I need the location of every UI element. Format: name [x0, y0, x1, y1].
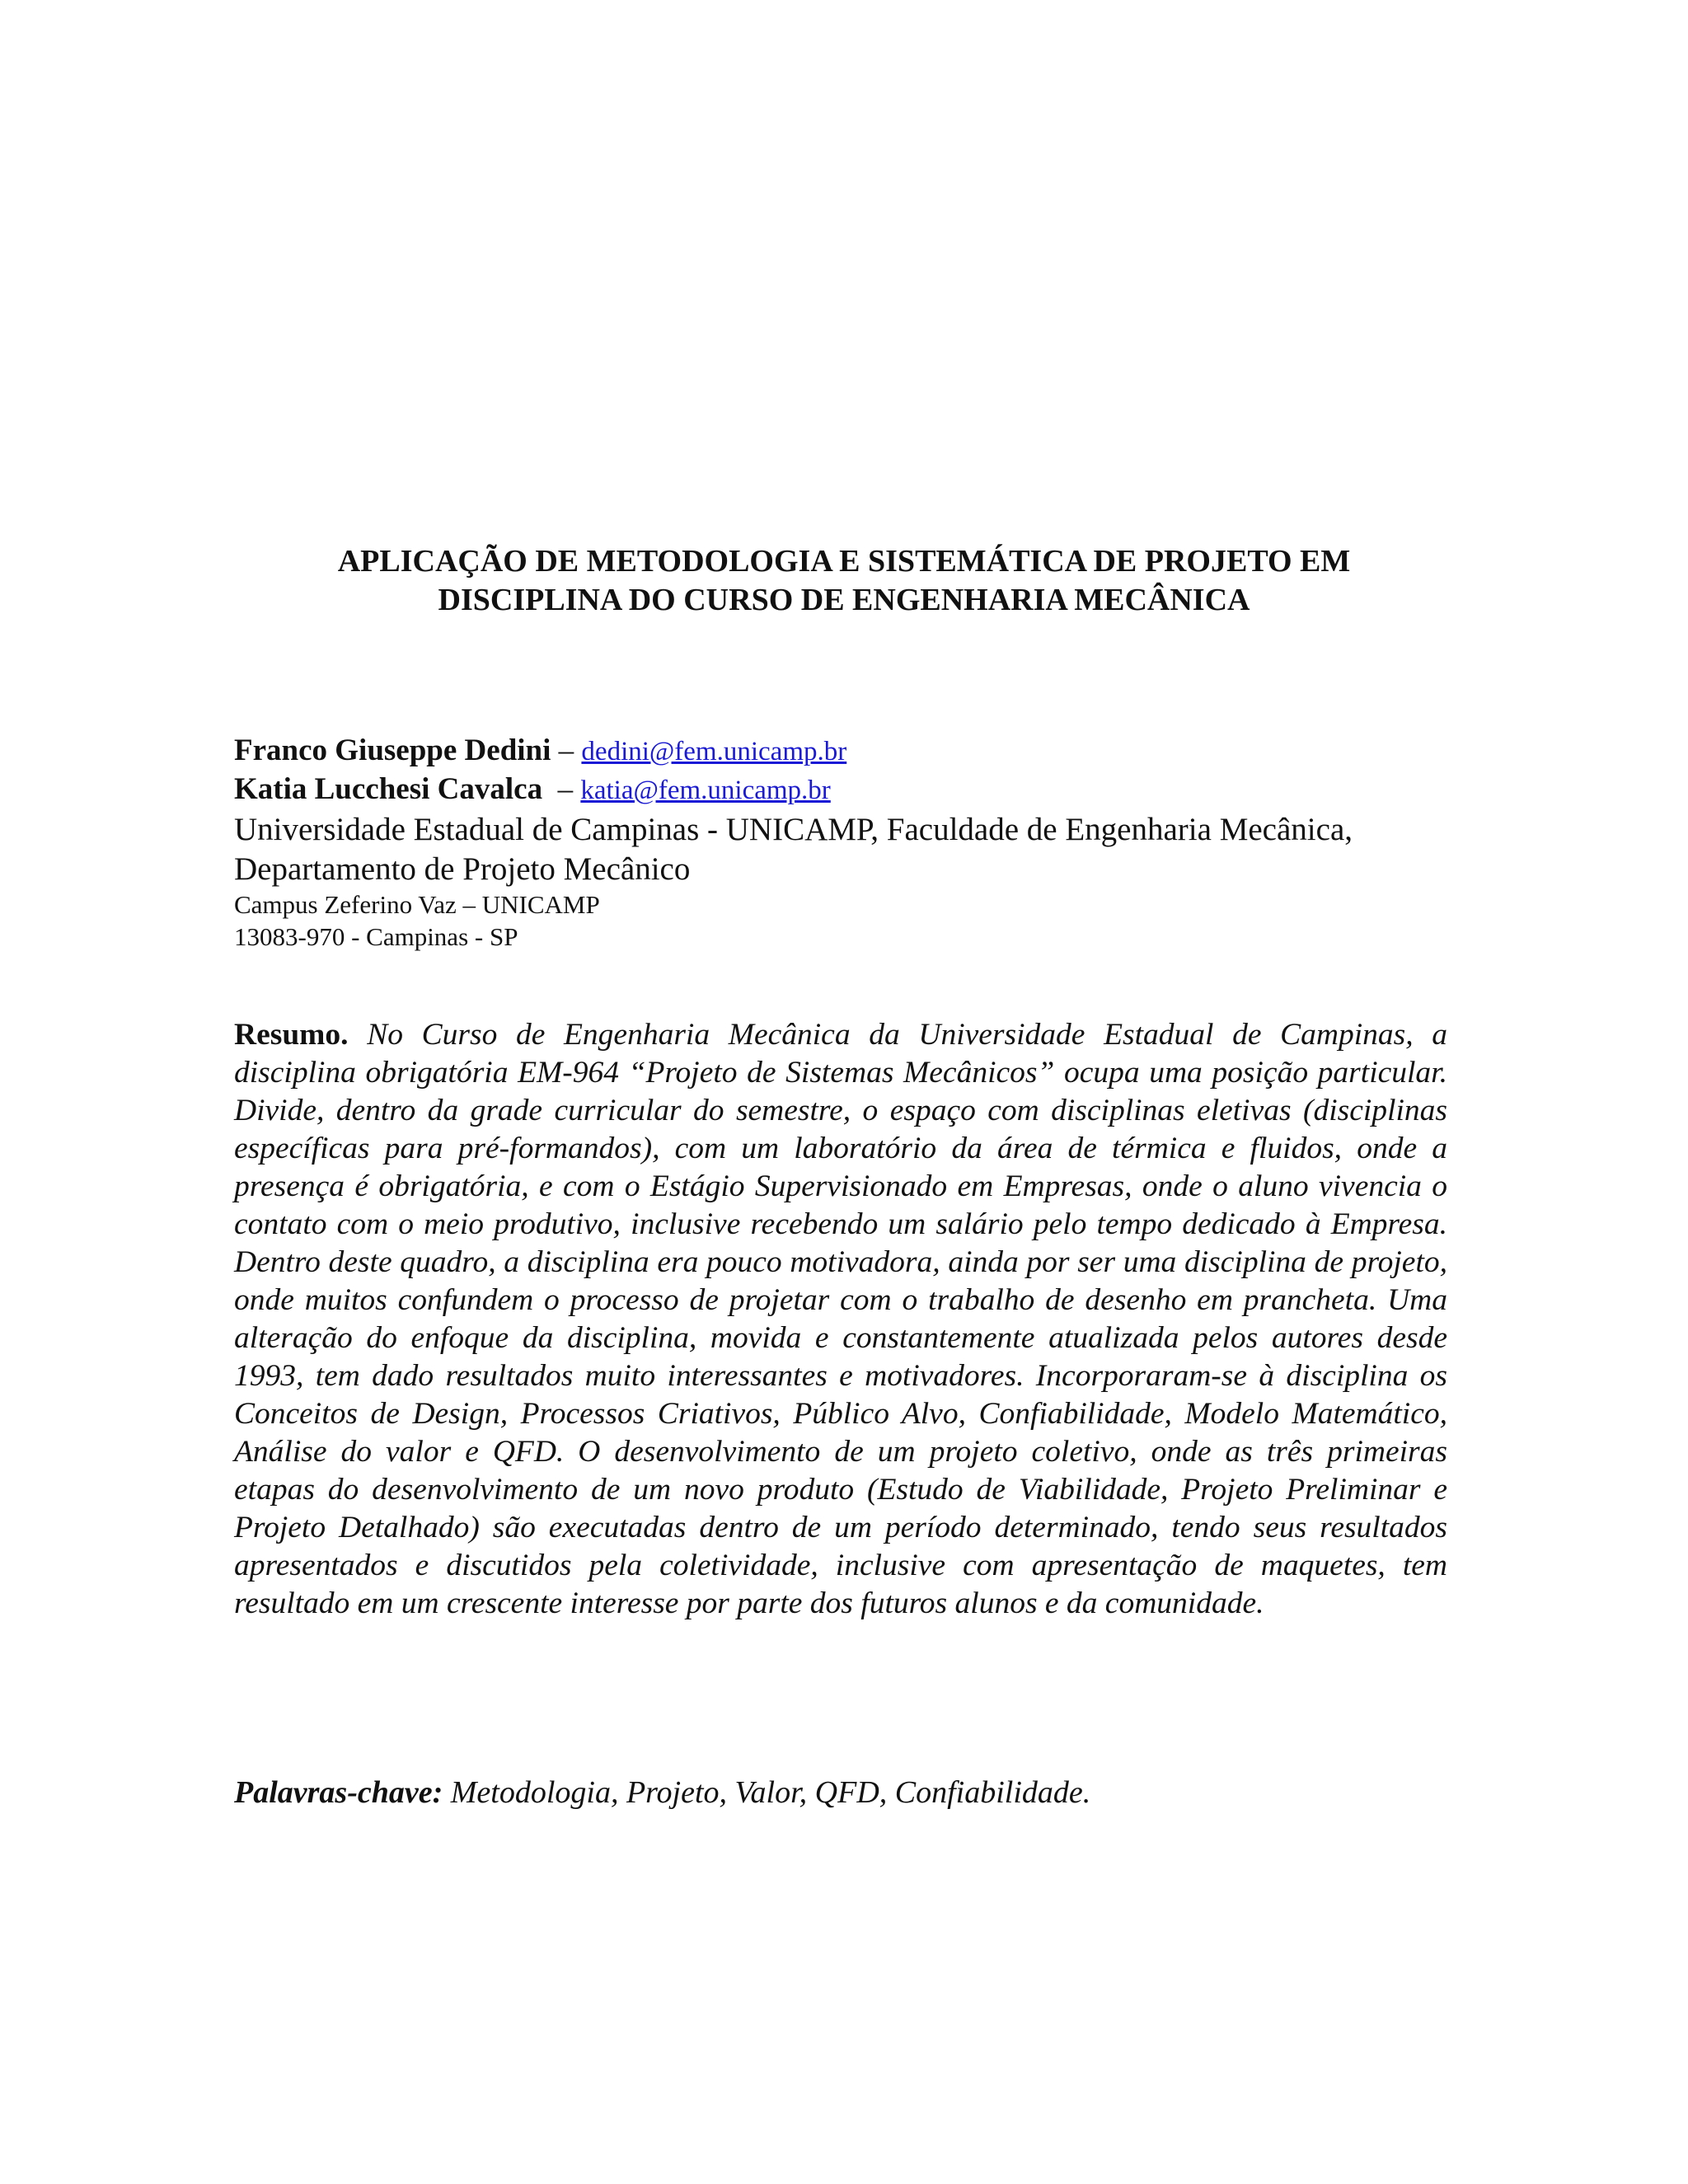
- keywords: [234, 1774, 1454, 1811]
- abstract-text: No Curso de Engenharia Mecânica da Universidade Estadual de Campinas, a disciplina obrigatória EM-964 “Projeto de Sistemas Mecânicos” ocupa uma posição particular. Divide, dentro da grade curricular do semestre, o espaço com disciplinas eletivas (disciplinas específicas para pré-formandos), com um laboratório da área de térmica e fluidos, onde a presença é obrigatória, e com o Estágio Supervisionado em Empresas, onde o aluno vivencia o contato com o meio produtivo, inclusive recebendo um salário pelo tempo dedicado à Empresa. Dentro deste quadro, a disciplina era pouco motivadora, ainda por ser uma disciplina de projeto, onde muitos confundem o processo de projetar com o trabalho de desenho em prancheta. Uma alteração do enfoque da disciplina, movida e constantemente atualizada pelos autores desde 1993, tem dado resultados muito interessantes e motivadores. Incorporaram-se à disciplina os Conceitos de Design, Processos Criativos, Público Alvo, Confiabilidade, Modelo Matemático, Análise do valor e QFD. O desenvolvimento de um projeto coletivo, onde as três primeiras etapas do desenvolvimento de um novo produto (Estudo de Viabilidade, Projeto Preliminar e Projeto Detalhado) são executadas dentro de um período determinado, tendo seus resultados apresentados e discutidos pela coletividade, inclusive com apresentação de maquetes, tem resultado em um crescente interesse por parte dos futuros alunos e da comunidade.: [234, 1018, 1447, 1620]
- author-2-name: Katia Lucchesi Cavalca: [234, 772, 543, 806]
- author-2: [234, 771, 1470, 809]
- author-1-name: Franco Giuseppe Dedini: [234, 733, 551, 767]
- address-line: 13083-970 - Campinas - SP: [234, 922, 518, 951]
- author-1-email-link[interactable]: dedini@fem.unicamp.br: [581, 737, 847, 766]
- keywords-text: Metodologia, Projeto, Valor, QFD, Confiabilidade.: [450, 1775, 1091, 1810]
- abstract-label: Resumo.: [234, 1018, 349, 1052]
- author-2-email-link[interactable]: katia@fem.unicamp.br: [580, 776, 831, 805]
- affiliation-line-1: Universidade Estadual de Campinas - UNICAMP, Faculdade de Engenharia Mecânica,: [234, 812, 1353, 847]
- paper-title-line-1: APLICAÇÃO DE METODOLOGIA E SISTEMÁTICA DE PROJETO EM: [337, 544, 1351, 579]
- keywords-label: Palavras-chave:: [234, 1775, 443, 1810]
- affiliation-line-2: Departamento de Projeto Mecânico: [234, 851, 691, 887]
- paper-title: [231, 542, 1457, 620]
- paper-title-line-2: DISCIPLINA DO CURSO DE ENGENHARIA MECÂNICA: [438, 583, 1250, 617]
- abstract: [234, 1016, 1447, 1623]
- author-1: [234, 732, 1470, 771]
- author-2-separator: –: [542, 772, 581, 806]
- campus-line: Campus Zeferino Vaz – UNICAMP: [234, 890, 600, 919]
- author-block: [234, 732, 1470, 953]
- author-1-separator: –: [551, 733, 582, 767]
